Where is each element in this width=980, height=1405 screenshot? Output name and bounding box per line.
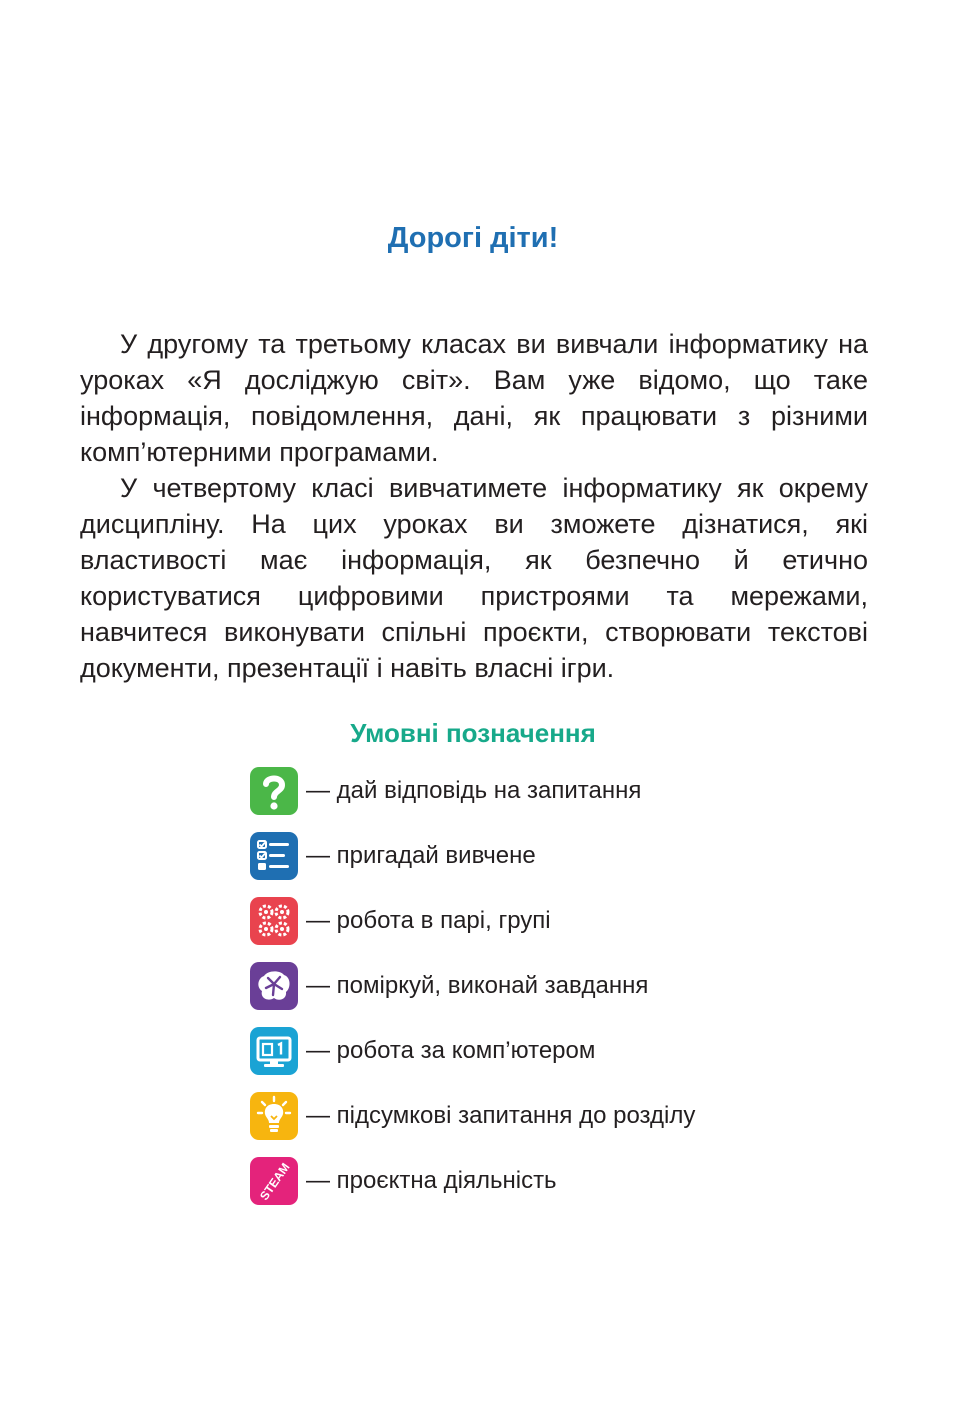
steam-icon-label: STEAM <box>257 1160 293 1203</box>
gears-icon <box>250 897 298 945</box>
legend-text: — пригадай вивчене <box>306 842 536 869</box>
legend-item-question <box>250 767 810 815</box>
legend-text: — підсумкові запитання до розділу <box>306 1102 696 1129</box>
legend-item-steam <box>250 1157 810 1205</box>
legend-item-lightbulb <box>250 1092 810 1140</box>
checklist-icon <box>250 832 298 880</box>
legend-text: — робота в парі, групі <box>306 907 551 934</box>
legend-item-gears <box>250 897 810 945</box>
paragraph-2: У четвертому класі вивчатимете інформатику як окрему дисципліну. На цих уроках ви зможете дізнатися, які властивості має інформація, як безпечно й етично користуватися цифровими пристроями та мережами, навчитеся виконувати спільні проєкти, створювати текстові документи, презентації і навіть власні ігри. <box>80 473 868 683</box>
intro-text <box>80 326 868 686</box>
brain-icon <box>250 962 298 1010</box>
lightbulb-icon <box>250 1092 298 1140</box>
legend-text: — робота за комп’ютером <box>306 1037 596 1064</box>
legend-text: — поміркуй, виконай завдання <box>306 972 649 999</box>
question-icon <box>250 767 298 815</box>
legend-item-computer <box>250 1027 810 1075</box>
page-title: Дорогі діти! <box>387 222 559 254</box>
computer-icon <box>250 1027 298 1075</box>
steam-icon <box>250 1157 298 1205</box>
legend-title: Умовні позначення <box>350 718 596 748</box>
paragraph-1: У другому та третьому класах ви вивчали інформатику на уроках «Я досліджую світ». Вам уже відомо, що таке інформація, повідомлення, дані, як працювати з різними комп’ютерними програмами. <box>80 329 868 467</box>
legend-item-brain <box>250 962 810 1010</box>
legend-text: — дай відповідь на запитання <box>306 777 642 804</box>
legend-text: — проєктна діяльність <box>306 1167 557 1194</box>
legend-item-checklist <box>250 832 810 880</box>
